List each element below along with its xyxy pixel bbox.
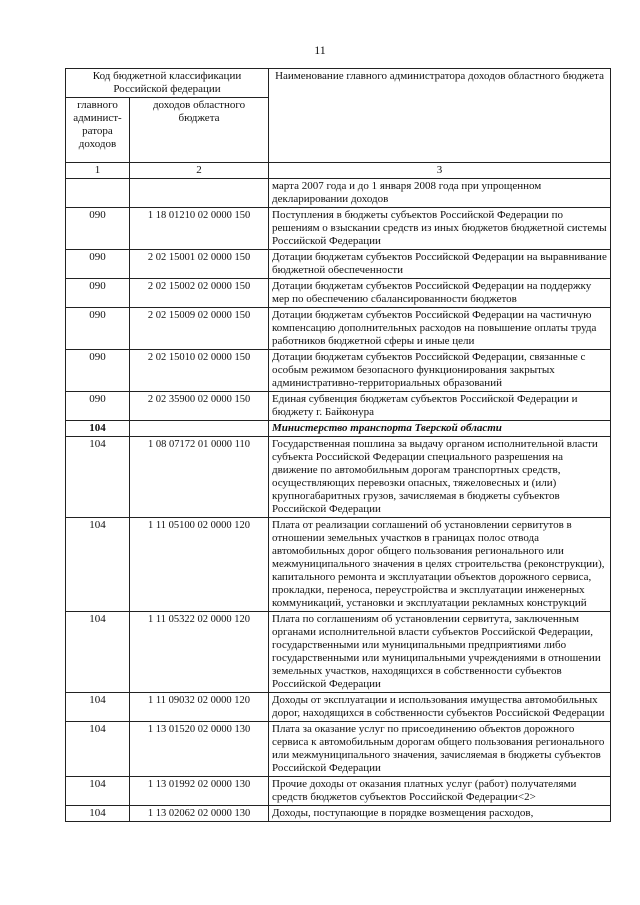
admin-code-cell: 090 xyxy=(66,279,130,308)
admin-code-cell: 104 xyxy=(66,518,130,612)
admin-code-cell: 090 xyxy=(66,208,130,250)
income-name-cell: Государственная пошлина за выдачу органом исполнительной власти субъекта Российской Федерации специального разрешения на движение по автомобильным дорогам транспортных средств, осуществляющих перевозки опасных, тяжеловесных и (или) крупногабаритных грузов, зачисляемая в бюджеты субъектов Российской Федерации xyxy=(269,437,611,518)
income-name-cell: Поступления в бюджеты субъектов Российской Федерации по решениям о взыскании средств из иных бюджетов бюджетной системы Российской Федерации xyxy=(269,208,611,250)
income-code-cell: 1 11 05100 02 0000 120 xyxy=(130,518,269,612)
table-row xyxy=(66,279,611,308)
income-code-cell: 1 18 01210 02 0000 150 xyxy=(130,208,269,250)
income-code-cell: 1 08 07172 01 0000 110 xyxy=(130,437,269,518)
table-row xyxy=(66,308,611,350)
table-row xyxy=(66,612,611,693)
table-row xyxy=(66,208,611,250)
income-name-cell: Дотации бюджетам субъектов Российской Федерации на частичную компенсацию дополнительных расходов на повышение оплаты труда работников бюджетной сферы и иные цели xyxy=(269,308,611,350)
income-name-cell: Плата от реализации соглашений об установлении сервитутов в отношении земельных участков в границах полос отвода автомобильных дорог общего пользования регионального или межмуниципального значения в целях строительства (реконструкции), капитального ремонта и эксплуатации объектов дорожного сервиса, прокладки, переноса, переустройства и эксплуатации инженерных коммуникаций, установки и эксплуатации рекламных конструкций xyxy=(269,518,611,612)
income-code-cell: 1 11 09032 02 0000 120 xyxy=(130,693,269,722)
header-row-numbers xyxy=(66,163,611,179)
admin-code-cell: 104 xyxy=(66,437,130,518)
table-row xyxy=(66,518,611,612)
page-number: 11 xyxy=(314,43,326,57)
income-code-cell: 2 02 15009 02 0000 150 xyxy=(130,308,269,350)
income-name-cell: Министерство транспорта Тверской области xyxy=(269,421,611,437)
income-name-cell: Прочие доходы от оказания платных услуг (работ) получателями средств бюджетов субъектов Российской Федерации<2> xyxy=(269,777,611,806)
income-code-cell: 2 02 15002 02 0000 150 xyxy=(130,279,269,308)
admin-code-cell: 104 xyxy=(66,806,130,822)
table-row xyxy=(66,350,611,392)
income-code-cell: 1 11 05322 02 0000 120 xyxy=(130,612,269,693)
admin-code-cell: 090 xyxy=(66,250,130,279)
table-row xyxy=(66,722,611,777)
admin-code-cell xyxy=(66,179,130,208)
admin-code-cell: 104 xyxy=(66,777,130,806)
table-row xyxy=(66,437,611,518)
table-body xyxy=(66,179,611,822)
header-col1-title: главного админист-ратора доходов xyxy=(66,98,130,163)
income-code-cell xyxy=(130,421,269,437)
income-code-cell: 2 02 15001 02 0000 150 xyxy=(130,250,269,279)
income-name-cell: Дотации бюджетам субъектов Российской Федерации на поддержку мер по обеспечению сбалансированности бюджетов xyxy=(269,279,611,308)
table-row xyxy=(66,421,611,437)
income-name-cell: Единая субвенция бюджетам субъектов Российской Федерации и бюджету г. Байконура xyxy=(269,392,611,421)
header-col2-title: доходов областного бюджета xyxy=(130,98,269,163)
table-row xyxy=(66,392,611,421)
table-row xyxy=(66,806,611,822)
budget-classification-table xyxy=(65,68,611,822)
table-row xyxy=(66,693,611,722)
income-name-cell: марта 2007 года и до 1 января 2008 года при упрощенном декларировании доходов xyxy=(269,179,611,208)
income-name-cell: Доходы от эксплуатации и использования имущества автомобильных дорог, находящихся в собственности субъектов Российской Федерации xyxy=(269,693,611,722)
header-col1-number: 1 xyxy=(66,163,130,179)
table-row xyxy=(66,777,611,806)
income-code-cell: 1 13 02062 02 0000 130 xyxy=(130,806,269,822)
admin-code-cell: 104 xyxy=(66,693,130,722)
admin-code-cell: 104 xyxy=(66,612,130,693)
income-code-cell: 1 13 01992 02 0000 130 xyxy=(130,777,269,806)
header-col3-number: 3 xyxy=(269,163,611,179)
header-group-title: Код бюджетной классификации Российской федерации xyxy=(66,69,269,98)
header-row-group xyxy=(66,69,611,98)
table-row xyxy=(66,179,611,208)
header-col2-number: 2 xyxy=(130,163,269,179)
admin-code-cell: 090 xyxy=(66,350,130,392)
income-name-cell: Доходы, поступающие в порядке возмещения расходов, xyxy=(269,806,611,822)
table-row xyxy=(66,250,611,279)
income-name-cell: Плата по соглашениям об установлении сервитута, заключенным органами исполнительной власти субъектов Российской Федерации, государственными или муниципальными предприятиями либо государственными или муниципальными учреждениями в отношении земельных участков, находящихся в собственности субъектов Российской Федерации xyxy=(269,612,611,693)
income-code-cell: 2 02 35900 02 0000 150 xyxy=(130,392,269,421)
admin-code-cell: 090 xyxy=(66,308,130,350)
income-name-cell: Дотации бюджетам субъектов Российской Федерации, связанные с особым режимом безопасного функционирования закрытых административно-территориальных образований xyxy=(269,350,611,392)
header-col3-title: Наименование главного администратора доходов областного бюджета xyxy=(269,69,611,163)
income-code-cell: 1 13 01520 02 0000 130 xyxy=(130,722,269,777)
admin-code-cell: 104 xyxy=(66,722,130,777)
income-code-cell: 2 02 15010 02 0000 150 xyxy=(130,350,269,392)
income-name-cell: Плата за оказание услуг по присоединению объектов дорожного сервиса к автомобильным дорогам общего пользования регионального или межмуниципального значения, зачисляемая в бюджеты субъектов Российской Федерации xyxy=(269,722,611,777)
admin-code-cell: 090 xyxy=(66,392,130,421)
admin-code-cell: 104 xyxy=(66,421,130,437)
income-code-cell xyxy=(130,179,269,208)
income-name-cell: Дотации бюджетам субъектов Российской Федерации на выравнивание бюджетной обеспеченности xyxy=(269,250,611,279)
